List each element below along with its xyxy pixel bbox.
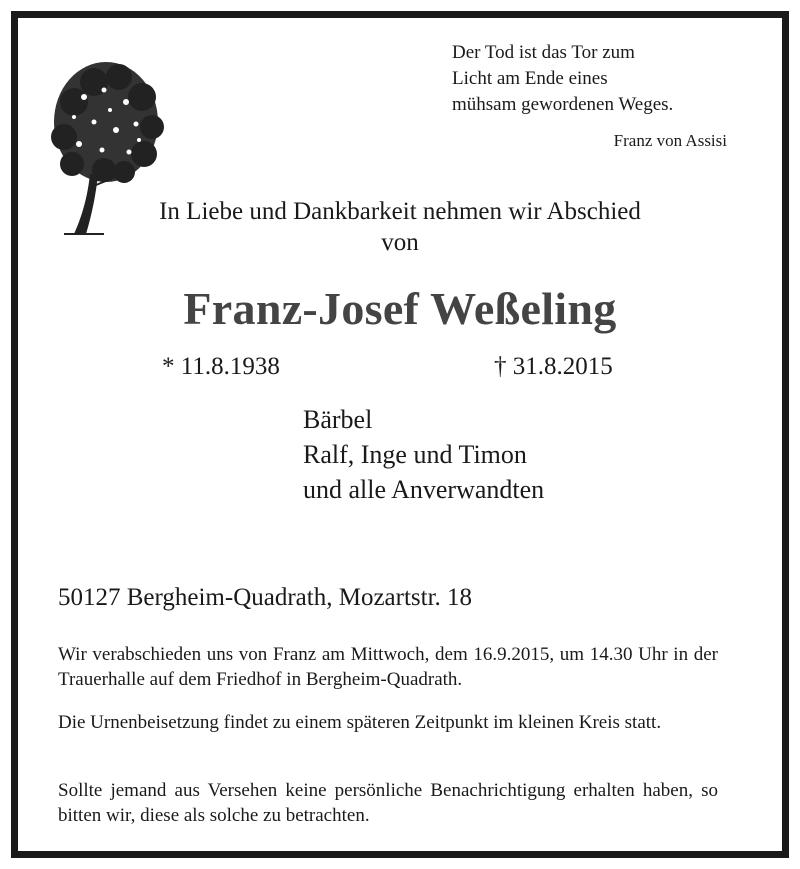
obituary-card: [18, 18, 782, 851]
intro-text: [18, 196, 782, 258]
death-date: † 31.8.2015: [494, 353, 613, 380]
intro-line-1: In Liebe und Dankbarkeit nehmen wir Abschied: [159, 198, 641, 225]
quote-author: Franz von Assisi: [613, 131, 727, 150]
mourner: Bärbel: [303, 405, 373, 434]
address: 50127 Bergheim-Quadrath, Mozartstr. 18: [58, 584, 473, 611]
notice-paragraph: Sollte jemand aus Versehen keine persönliche Benachrichtigung erhalten haben, so bitten wir, diese als solche zu betrachten.: [58, 780, 718, 826]
quote-line: Licht am Ende eines: [452, 68, 608, 89]
mourner: Ralf, Inge und Timon: [303, 440, 527, 469]
quote: [452, 40, 727, 118]
obituary-border: [11, 11, 789, 858]
quote-line: mühsam gewordenen Weges.: [452, 94, 674, 115]
intro-line-2: von: [381, 229, 419, 256]
mourner: und alle Anverwandten: [303, 475, 545, 504]
mourners-list: [303, 402, 544, 507]
deceased-name: Franz-Josef Weßeling: [183, 283, 617, 334]
quote-line: Der Tod ist das Tor zum: [452, 42, 635, 63]
birth-date: * 11.8.1938: [162, 353, 280, 380]
burial-paragraph: Die Urnenbeisetzung findet zu einem späteren Zeitpunkt im kleinen Kreis statt.: [58, 712, 662, 733]
ceremony-paragraph: Wir verabschieden uns von Franz am Mittwoch, dem 16.9.2015, um 14.30 Uhr in der Trauerhalle auf dem Friedhof in Bergheim-Quadrath.: [58, 644, 718, 690]
